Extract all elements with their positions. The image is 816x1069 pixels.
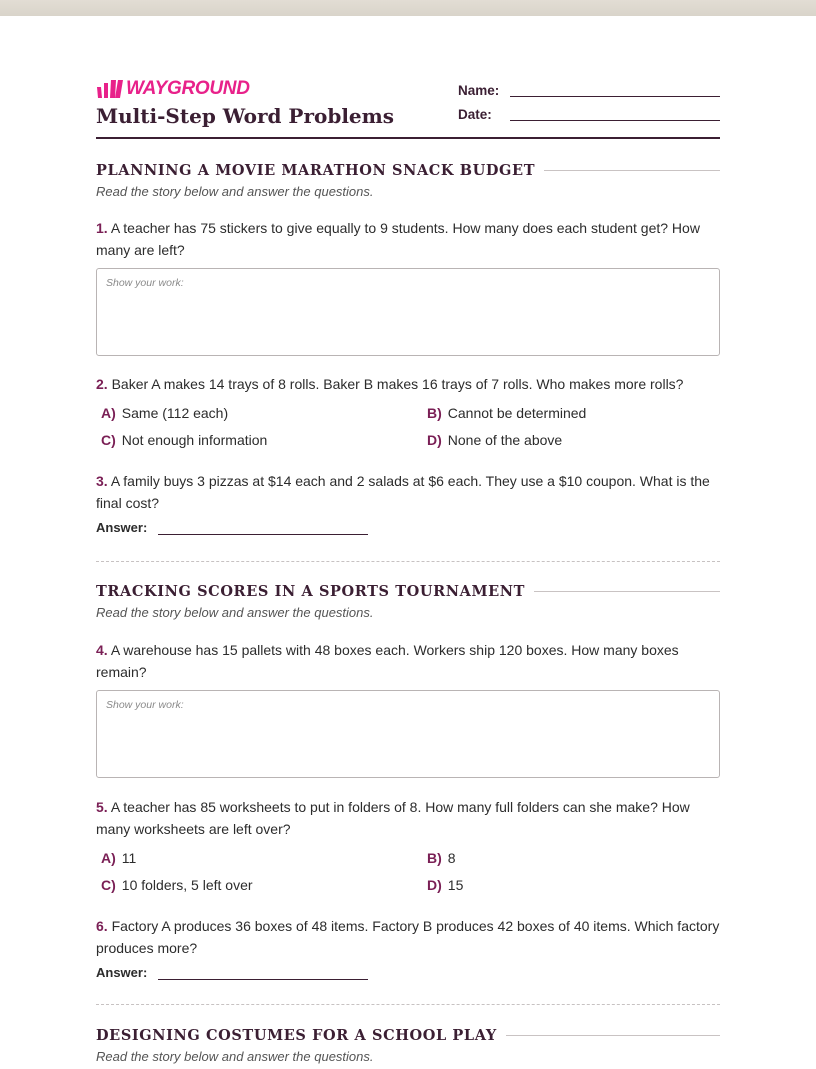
question-2 xyxy=(96,373,720,395)
question-text: A warehouse has 15 pallets with 48 boxes each. Workers ship 120 boxes. How many boxes remain? xyxy=(96,642,679,680)
choice-text: 10 folders, 5 left over xyxy=(121,877,253,893)
question-number: 1. xyxy=(96,220,108,236)
section-instructions: Read the story below and answer the questions. xyxy=(96,1049,374,1064)
question-number: 2. xyxy=(96,376,108,392)
choice-text: Not enough information xyxy=(121,432,268,448)
question-text: A family buys 3 pizzas at $14 each and 2 salads at $6 each. They use a $10 coupon. What is the final cost? xyxy=(96,473,710,511)
section-rule xyxy=(534,591,720,592)
choice-text: Same (112 each) xyxy=(121,405,229,421)
work-hint: Show your work: xyxy=(106,277,184,289)
question-text: A teacher has 85 worksheets to put in folders of 8. How many full folders can she make? How many worksheets are left over? xyxy=(96,799,690,837)
logo-mark-icon xyxy=(96,79,123,99)
question-text: Baker A makes 14 trays of 8 rolls. Baker B makes 16 trays of 7 rolls. Who makes more rolls? xyxy=(111,376,684,392)
section-title: TRACKING SCORES IN A SPORTS TOURNAMENT xyxy=(96,582,526,600)
work-box[interactable] xyxy=(96,268,720,356)
name-field[interactable] xyxy=(458,76,720,98)
student-info-fields xyxy=(458,76,720,124)
page-title: Multi-Step Word Problems xyxy=(96,104,395,128)
choice-letter: A) xyxy=(101,850,116,866)
answer-choices xyxy=(96,404,720,450)
choice-a[interactable] xyxy=(101,404,427,423)
section-heading xyxy=(96,1025,720,1045)
date-field[interactable] xyxy=(458,100,720,122)
answer-line[interactable] xyxy=(158,522,368,535)
question-5 xyxy=(96,796,720,840)
section-instructions: Read the story below and answer the questions. xyxy=(96,605,374,620)
choice-d[interactable] xyxy=(427,876,725,895)
choice-b[interactable] xyxy=(427,404,725,423)
choice-letter: D) xyxy=(427,432,442,448)
section-heading xyxy=(96,160,720,180)
section-2 xyxy=(96,581,720,980)
question-6 xyxy=(96,915,720,959)
section-separator xyxy=(96,1004,720,1005)
date-line[interactable] xyxy=(510,106,720,121)
choice-letter: C) xyxy=(101,432,116,448)
section-heading xyxy=(96,581,720,601)
choice-d[interactable] xyxy=(427,431,725,450)
brand-name: WAYGROUND xyxy=(126,78,250,99)
section-3 xyxy=(96,1025,720,1069)
choice-letter: B) xyxy=(427,850,442,866)
answer-label: Answer: xyxy=(96,965,148,980)
section-instructions: Read the story below and answer the questions. xyxy=(96,184,374,199)
section-1 xyxy=(96,160,720,535)
choice-c[interactable] xyxy=(101,431,427,450)
choice-c[interactable] xyxy=(101,876,427,895)
section-separator xyxy=(96,561,720,562)
answer-field[interactable] xyxy=(96,520,720,535)
work-box[interactable] xyxy=(96,690,720,778)
question-number: 4. xyxy=(96,642,108,658)
choice-letter: A) xyxy=(101,405,116,421)
choice-a[interactable] xyxy=(101,849,427,868)
answer-choices xyxy=(96,849,720,895)
name-line[interactable] xyxy=(510,82,720,97)
answer-label: Answer: xyxy=(96,520,148,535)
question-4 xyxy=(96,639,720,683)
question-3 xyxy=(96,470,720,514)
date-label: Date: xyxy=(458,107,492,122)
choice-text: 15 xyxy=(447,877,464,893)
question-number: 5. xyxy=(96,799,108,815)
choice-text: Cannot be determined xyxy=(447,405,587,421)
choice-text: None of the above xyxy=(447,432,563,448)
question-1 xyxy=(96,217,720,261)
brand-logo xyxy=(96,78,250,100)
question-number: 6. xyxy=(96,918,108,934)
answer-line[interactable] xyxy=(158,967,368,980)
choice-letter: B) xyxy=(427,405,442,421)
section-rule xyxy=(544,170,720,171)
section-rule xyxy=(506,1035,720,1036)
question-text: Factory A produces 36 boxes of 48 items. Factory B produces 42 boxes of 40 items. Which factory produces more? xyxy=(96,918,720,956)
question-number: 3. xyxy=(96,473,108,489)
choice-b[interactable] xyxy=(427,849,725,868)
choice-text: 8 xyxy=(447,850,456,866)
work-hint: Show your work: xyxy=(106,699,184,711)
header-divider xyxy=(96,137,720,139)
name-label: Name: xyxy=(458,83,500,98)
question-text: A teacher has 75 stickers to give equally to 9 students. How many does each student get? How many are left? xyxy=(96,220,700,258)
choice-letter: D) xyxy=(427,877,442,893)
choice-text: 11 xyxy=(121,850,137,866)
section-title: PLANNING A MOVIE MARATHON SNACK BUDGET xyxy=(96,161,536,179)
choice-letter: C) xyxy=(101,877,116,893)
page-top-edge xyxy=(0,0,816,16)
section-title: DESIGNING COSTUMES FOR A SCHOOL PLAY xyxy=(96,1026,497,1044)
answer-field[interactable] xyxy=(96,965,720,980)
